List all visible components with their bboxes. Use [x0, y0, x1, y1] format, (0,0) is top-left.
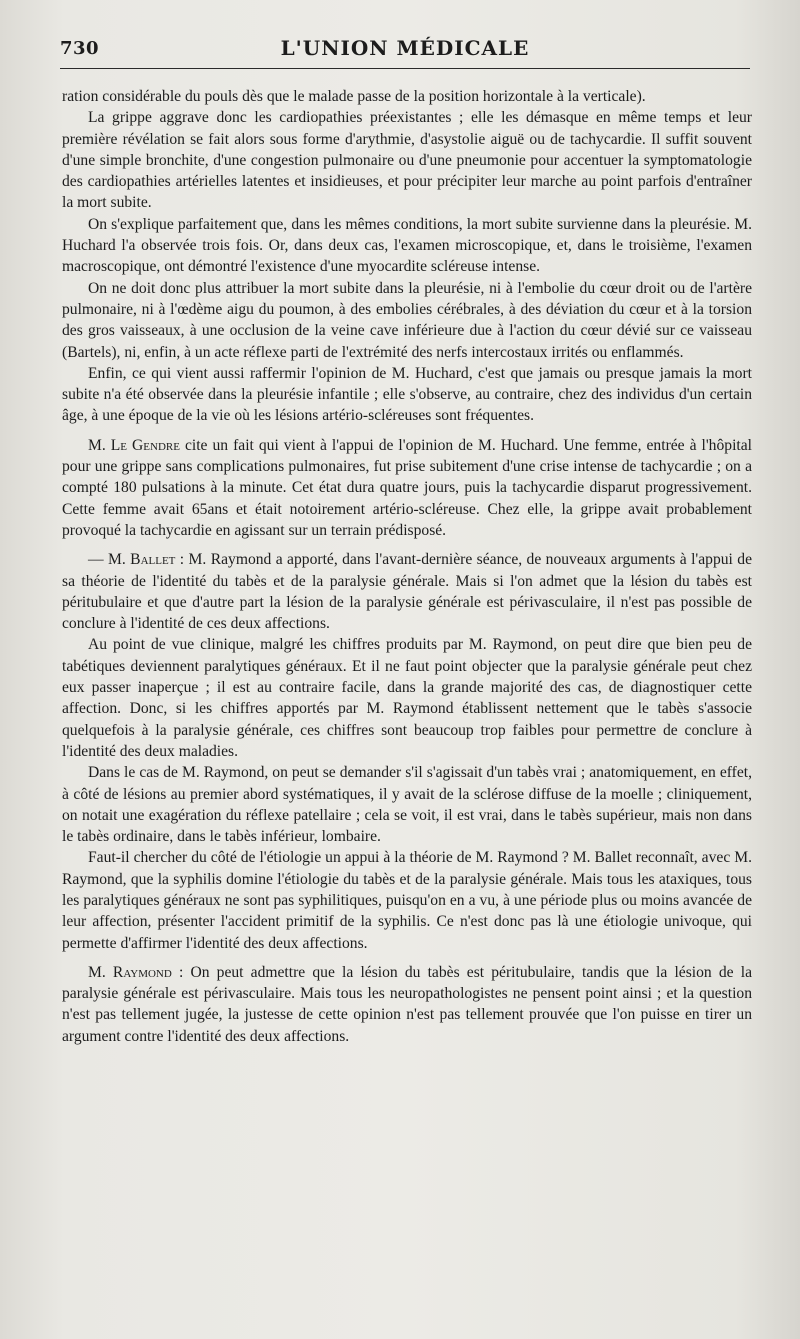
journal-title: L'UNION MÉDICALE — [280, 36, 530, 60]
paragraph: Dans le cas de M. Raymond, on peut se demander s'il s'agissait d'un tabès vrai ; anatomiquement, en effet, à côté de lésions au premier abord systématiques, il y avait de la sclérose diffuse de la moelle ; cliniquement, on notait une exagération du réflexe patellaire ; cela se voit, il est vrai, dans le tabès supérieur, mais non dans le tabès ordinaire, dans le tabès inférieur, lombaire. — [62, 764, 752, 846]
paragraph: Au point de vue clinique, malgré les chiffres produits par M. Raymond, on peut dire que bien peu de tabétiques deviennent paralytiques généraux. Et il ne faut point objecter que la paralysie générale peut chez eux passer inaperçue ; il est au contraire facile, dans la grande majorité des cas, de diagnostiquer cette affection. Donc, si les chiffres apportés par M. Raymond établissent nettement que le tabès s'associe quelquefois à la paralysie générale, ces chiffres sont beaucoup trop faibles pour permettre de conclure à l'identité des deux maladies. — [62, 636, 752, 760]
page-number: 730 — [60, 38, 100, 59]
article-body — [62, 86, 752, 1047]
paragraph-raymond — [62, 962, 752, 1047]
paragraph-text: : On peut admettre que la lésion du tabès est péritubulaire, tandis que la lésion de la paralysie générale est périvasculaire. Mais tous les neuropathologistes ne pensent point ainsi ; et la question n'est pas tellement jugée, la justesse de cette opinion n'est pas tellement prouvée que l'on puisse en tirer un argument contre l'identité des deux affections. — [62, 963, 752, 1045]
paragraph-ballet — [62, 549, 752, 634]
header-rule — [60, 68, 750, 69]
paragraph-text: : M. Raymond a apporté, dans l'avant-dernière séance, de nouveaux arguments à l'appui de sa théorie de l'identité du tabès et de la paralysie générale. Mais si l'on admet que la lésion du tabès est péritubulaire et que d'autre part la lésion de la paralysie générale est périvasculaire, il n'est pas possible de conclure à l'identité de ces deux affections. — [62, 551, 752, 633]
paragraph: ration considérable du pouls dès que le malade passe de la position horizontale à la verticale). — [62, 88, 646, 105]
paragraph: La grippe aggrave donc les cardiopathies préexistantes ; elle les démasque en même temps et leur première révélation se fait alors sous forme d'arythmie, d'asystolie aiguë ou de tachycardie. Il suffit souvent d'une simple bronchite, d'une congestion pulmonaire ou d'une pneumonie pour accentuer la symptomatologie des cardiopathies artérielles latentes et insidieuses, et pour précipiter leur marche au point parfois d'entraîner la mort subite. — [62, 109, 752, 212]
paragraph: Enfin, ce qui vient aussi raffermir l'opinion de M. Huchard, c'est que jamais ou presque jamais la mort subite n'a été observée dans la pleurésie infantile ; elle s'observe, au contraire, chez des individus d'un certain âge, à une époque de la vie où les lésions artério-scléreuses sont fréquentes. — [62, 364, 752, 425]
paragraph-text: cite un fait qui vient à l'appui de l'opinion de M. Huchard. Une femme, entrée à l'hôpital pour une grippe sans complications pulmonaires, fut prise subitement d'une crise intense de tachycardie ; on a compté 180 pulsations à la minute. Cet état dura quatre jours, puis la tachycardie disparut progressivement. Cette femme avait 65ans et était notoirement artério-scléreuse. Chez elle, la grippe avait probablement provoqué la tachycardie en agissant sur un terrain prédisposé. — [62, 436, 752, 539]
speaker-name: M. Ballet — [108, 551, 176, 569]
paragraph: On ne doit donc plus attribuer la mort subite dans la pleurésie, ni à l'embolie du cœur droit ou de l'artère pulmonaire, ni à l'œdème aigu du poumon, à des embolies cérébrales, à des déviation du cœur et à la torsion des gros vaisseaux, à une occlusion de la veine cave inférieure due à l'action du cœur dévié sur ce vaisseau (Bartels), ni, enfin, à un acte réflexe parti de l'extrémité des nerfs intercostaux irrités ou enflammés. — [62, 279, 752, 361]
page-header — [60, 34, 750, 64]
paragraph: Faut-il chercher du côté de l'étiologie un appui à la théorie de M. Raymond ? M. Ballet reconnaît, avec M. Raymond, que la syphilis domine l'étiologie du tabès et de la paralysie générale. Mais tous les ataxiques, tous les paralytiques généraux ne sont pas syphilitiques, puisqu'on en a vu, à une période plus ou moins avancée de leur affection, présenter l'accident primitif de la syphilis. Ce n'est donc pas là une étiologie univoque, qui permette d'affirmer l'identité des deux affections. — [62, 849, 752, 952]
dash-prefix: — — [88, 551, 108, 569]
speaker-name: M. Raymond — [88, 963, 172, 981]
paragraph-legendre — [62, 435, 752, 541]
speaker-name: M. Le Gendre — [88, 436, 180, 454]
paragraph: On s'explique parfaitement que, dans les mêmes conditions, la mort subite survienne dans la pleurésie. M. Huchard l'a observée trois fois. Or, dans deux cas, l'examen microscopique, et, dans le troisième, l'examen macroscopique, ont démontré l'existence d'une myocardite scléreuse intense. — [62, 215, 752, 276]
